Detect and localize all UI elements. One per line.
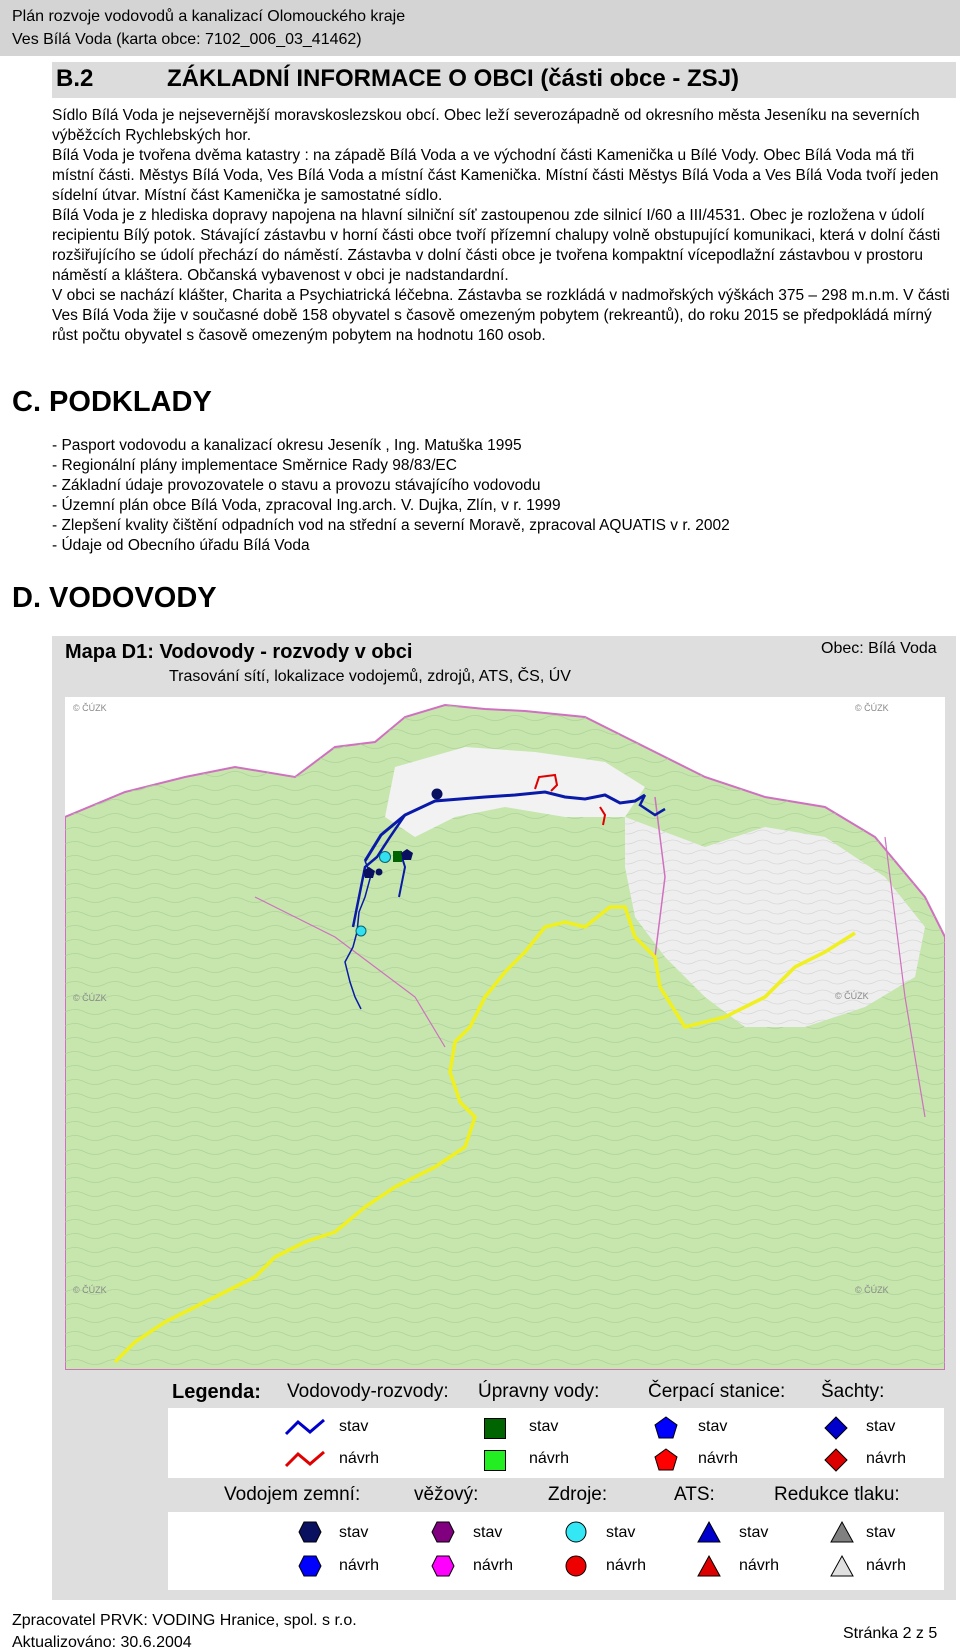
legend-label: stav [339, 1418, 369, 1435]
legend-caption-ats: ATS: [674, 1484, 715, 1505]
shaft-icon [823, 1447, 849, 1473]
legend-caption-shaft: Šachty: [821, 1381, 885, 1402]
treatment-marker [393, 851, 402, 862]
map-image[interactable] [65, 697, 945, 1370]
map-watermark: © ČÚZK [855, 1285, 889, 1295]
legend-label: návrh [866, 1557, 907, 1574]
footer-page-number: Stránka 2 z 5 [843, 1625, 938, 1642]
map-watermark: © ČÚZK [73, 1285, 107, 1295]
source-marker [356, 926, 366, 936]
map-subtitle: Trasování sítí, lokalizace vodojemů, zdrojů, ATS, ČS, ÚV [169, 668, 571, 685]
footer-processor: Zpracovatel PRVK: VODING Hranice, spol. s r.o. [12, 1612, 357, 1629]
list-item: - Zlepšení kvality čištění odpadních vod na střední a severní Moravě, zpracoval AQUATIS v r. 2002 [52, 517, 730, 534]
water-source-icon [564, 1520, 588, 1544]
shaft-marker [376, 869, 383, 876]
legend-label: stav [698, 1418, 728, 1435]
paragraph: Bílá Voda je z hlediska dopravy napojena na hlavní silniční síť zastoupenou zde silnicí I/60 a III/4531. Obec je rozložena v údolí recipientu Bílý potok. Stávající zástavbu v horní části obce tvoří přízemní chalupy volně obstupující komunikaci, která v dolní části rozšiřujícího se údolí přechází do náměstí. Zástavba v dolní části obce je tvořena kompaktní vícepodlažní zástavbou v prostoru náměstí a kláštera. Občanská vybavenost v obci je nadstandardní. [52, 207, 941, 284]
reference-list [52, 436, 730, 556]
proposed-pipe-icon [284, 1448, 330, 1470]
treatment-plant-icon [484, 1418, 506, 1439]
reservoir-marker [432, 789, 443, 800]
list-item: - Pasport vodovodu a kanalizací okresu Jeseník , Ing. Matuška 1995 [52, 437, 522, 454]
legend-label: stav [606, 1524, 636, 1541]
legend-label: stav [866, 1524, 896, 1541]
shaft-icon [823, 1415, 849, 1441]
ground-reservoir-icon [297, 1520, 323, 1544]
section-b-title: ZÁKLADNÍ INFORMACE O OBCI (části obce - ZSJ) [167, 65, 740, 92]
legend-label: návrh [339, 1557, 380, 1574]
legend-label: návrh [739, 1557, 780, 1574]
legend-label: stav [739, 1524, 769, 1541]
legend-label: návrh [698, 1450, 739, 1467]
paragraph: Sídlo Bílá Voda je nejsevernější moravskoslezskou obcí. Obec leží severozápadně od okresního města Jeseníku na severních výběžcích Rychlebských hor. [52, 107, 920, 144]
legend-caption-pump: Čerpací stanice: [648, 1381, 786, 1402]
legend-table-2 [168, 1512, 944, 1590]
legend-label: návrh [866, 1450, 907, 1467]
map-watermark: © ČÚZK [73, 703, 107, 713]
section-b-heading [52, 62, 956, 98]
map-watermark: © ČÚZK [73, 993, 107, 1003]
list-item: - Regionální plány implementace Směrnice Rady 98/83/EC [52, 457, 457, 474]
ground-reservoir-icon [297, 1554, 323, 1578]
legend-table-1 [168, 1408, 944, 1478]
section-c-title: C. PODKLADY [12, 386, 212, 418]
legend-caption-pipes: Vodovody-rozvody: [287, 1381, 449, 1402]
list-item: - Základní údaje provozovatele o stavu a provozu stávajícího vodovodu [52, 477, 541, 494]
legend-label: stav [339, 1524, 369, 1541]
map-svg [65, 697, 945, 1370]
section-d-title: D. VODOVODY [12, 582, 217, 614]
water-source-icon [564, 1554, 588, 1578]
legend-caption-pressure-reduction: Redukce tlaku: [774, 1484, 900, 1505]
legend-label: návrh [473, 1557, 514, 1574]
pump-station-icon [653, 1415, 679, 1441]
ats-icon [696, 1554, 722, 1578]
section-b-text [52, 106, 952, 346]
list-item: - Územní plán obce Bílá Voda, zpracoval Ing.arch. V. Dujka, Zlín, v r. 1999 [52, 497, 561, 514]
paragraph: V obci se nachází klášter, Charita a Psychiatrická léčebna. Zástavba se rozkládá v nadmořských výškách 375 – 298 m.n.m. V části Ves Bílá Voda žije v současné době 158 obyvatel s časově omezeným pobytem (rekreantů), do roku 2015 se předpokládá mírný růst počtu obyvatel s časově omezeným pobytem na hodnotu 160 osob. [52, 287, 950, 344]
legend-label: návrh [606, 1557, 647, 1574]
legend-title: Legenda: [172, 1381, 261, 1403]
pressure-reduction-icon [829, 1554, 855, 1578]
header-subtitle: Ves Bílá Voda (karta obce: 7102_006_03_41462) [12, 31, 362, 48]
legend-caption-treatment: Úpravny vody: [478, 1381, 600, 1402]
existing-pipe-icon [284, 1416, 330, 1438]
legend-label: stav [473, 1524, 503, 1541]
tower-reservoir-icon [430, 1520, 456, 1544]
tower-reservoir-icon [430, 1554, 456, 1578]
map-title: Mapa D1: Vodovody - rozvody v obci [65, 641, 413, 663]
ats-icon [696, 1520, 722, 1544]
footer-updated: Aktualizováno: 30.6.2004 [12, 1634, 192, 1651]
page-header [0, 0, 960, 56]
map-watermark: © ČÚZK [835, 991, 869, 1001]
legend-label: návrh [529, 1450, 570, 1467]
header-title: Plán rozvoje vodovodů a kanalizací Olomouckého kraje [12, 8, 406, 25]
list-item: - Údaje od Obecního úřadu Bílá Voda [52, 537, 310, 554]
paragraph: Bílá Voda je tvořena dvěma katastry : na západě Bílá Voda a ve východní části Kamenička u Bílé Vody. Obec Bílá Voda má tři místní části. Městys Bílá Voda, Ves Bílá Voda a místní část Kamenička. Místní části Městys Bílá Voda a Ves Bílá Voda tvoří jeden sídelní útvar. Místní část Kamenička je samostatné sídlo. [52, 147, 939, 204]
legend-label: stav [866, 1418, 896, 1435]
legend-caption-tower-reservoir: věžový: [414, 1484, 479, 1505]
treatment-plant-icon [484, 1450, 506, 1471]
legend-label: stav [529, 1418, 559, 1435]
pressure-reduction-icon [829, 1520, 855, 1544]
legend-caption-sources: Zdroje: [548, 1484, 608, 1505]
map-obec-label: Obec: Bílá Voda [821, 640, 937, 657]
pump-station-icon [653, 1447, 679, 1473]
legend-label: návrh [339, 1450, 380, 1467]
map-watermark: © ČÚZK [855, 703, 889, 713]
section-b-number: B.2 [56, 65, 94, 92]
source-marker [380, 852, 391, 863]
legend-caption-ground-reservoir: Vodojem zemní: [224, 1484, 361, 1505]
